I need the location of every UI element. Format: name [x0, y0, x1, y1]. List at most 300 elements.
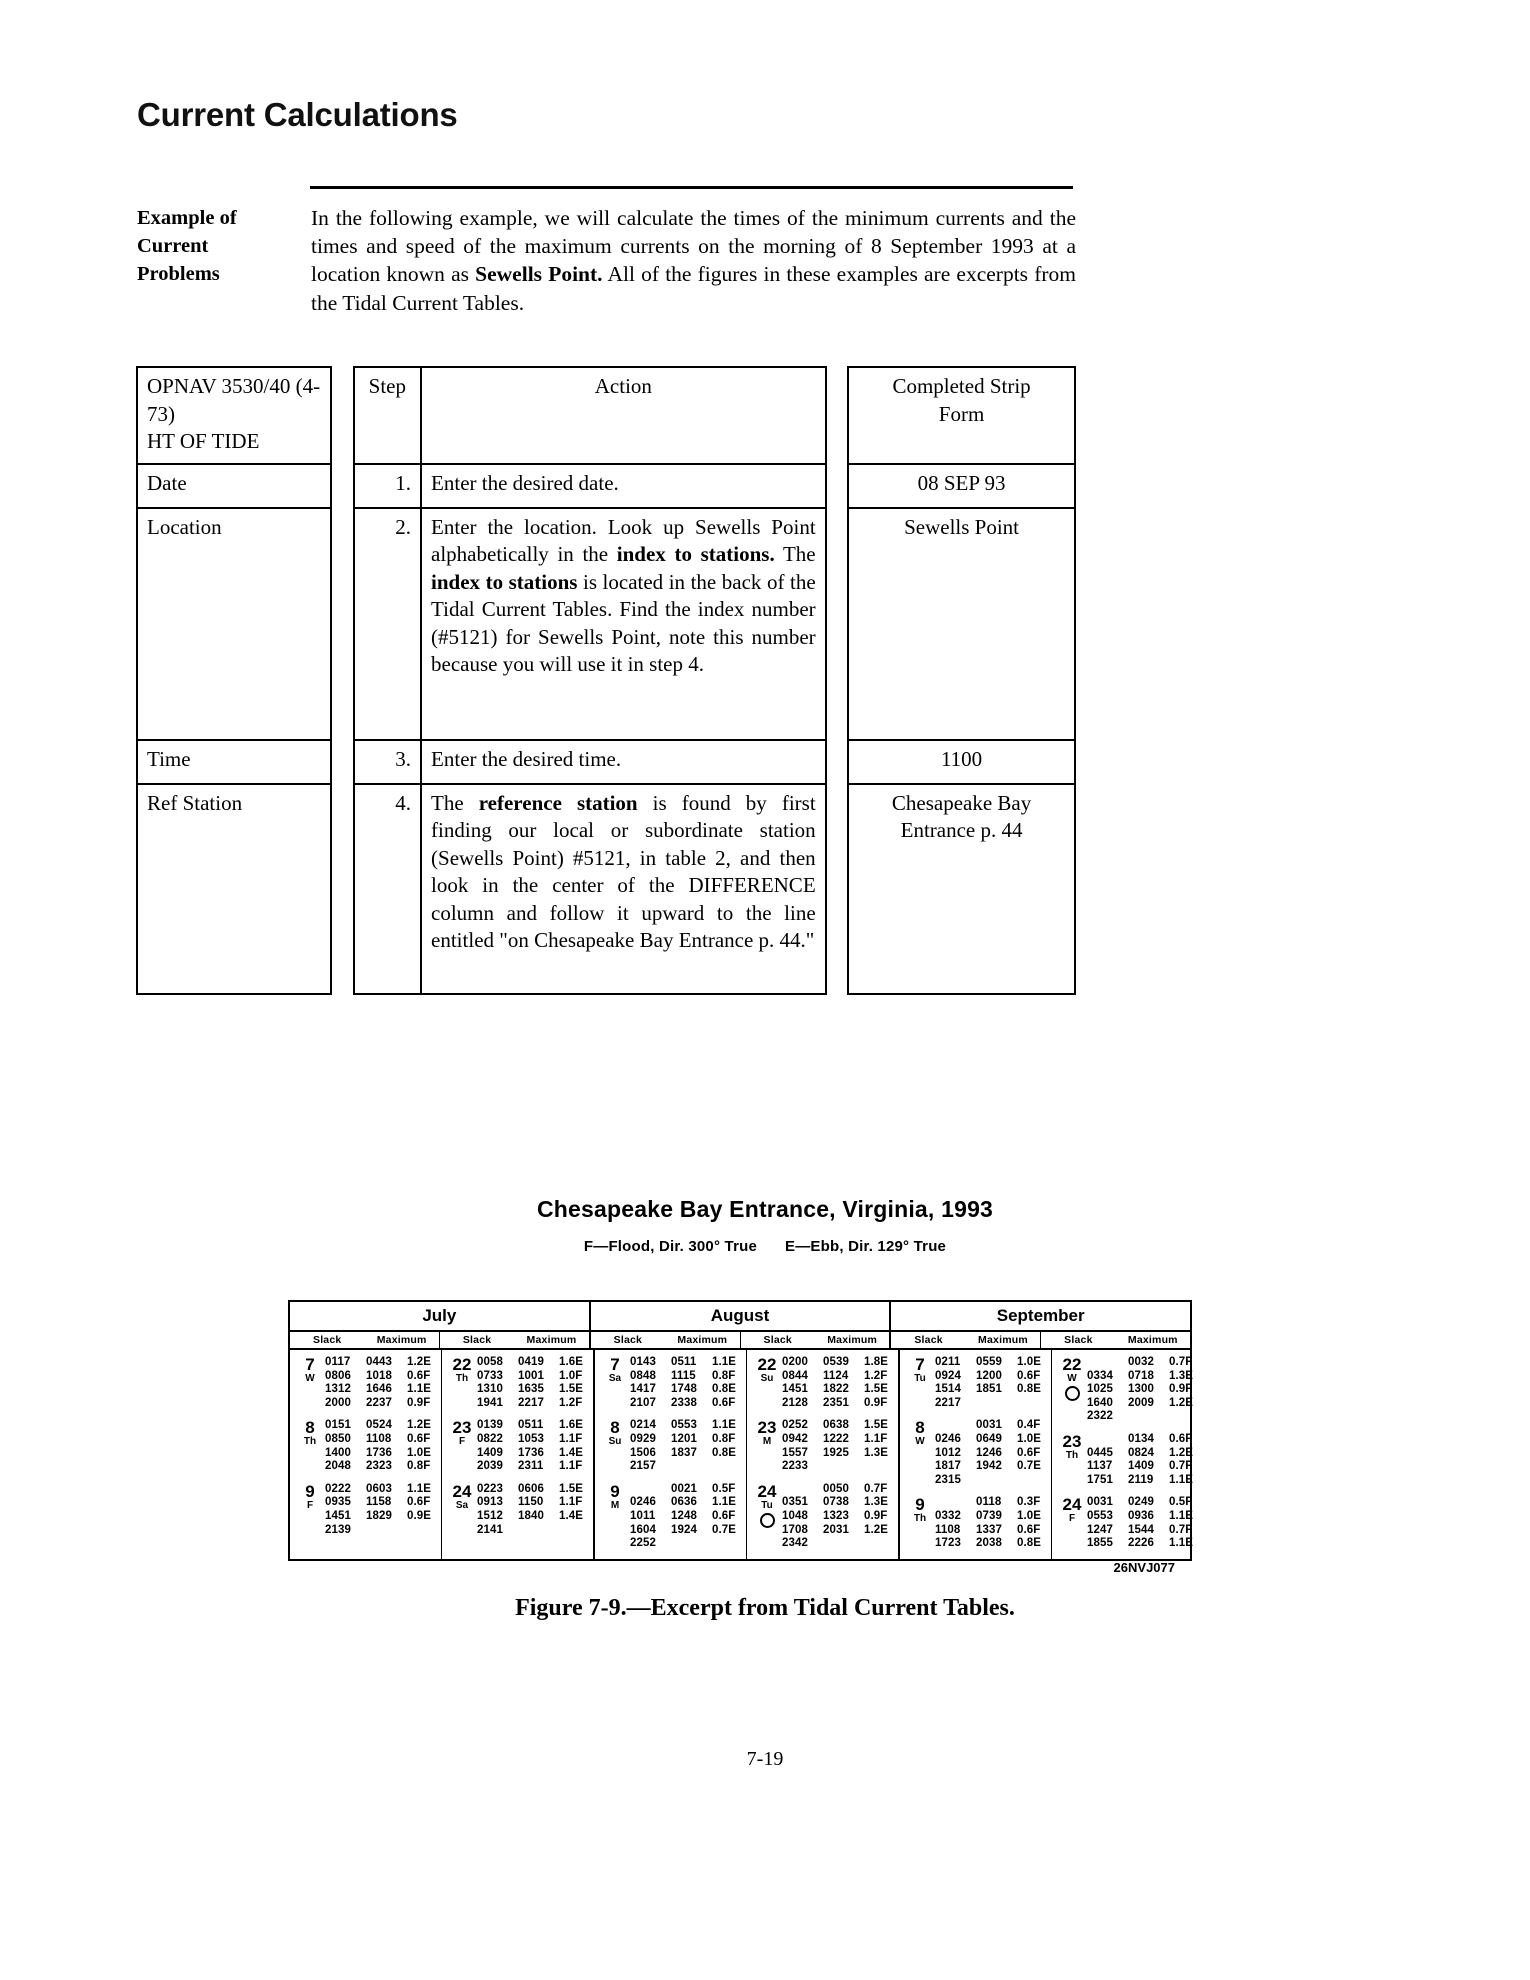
- day-entry: [595, 1356, 746, 1410]
- maximum-time: 0718: [1128, 1369, 1154, 1382]
- slack-time: 0848: [630, 1369, 656, 1382]
- slack-time: 2233: [782, 1460, 808, 1473]
- tide-row: [477, 1496, 593, 1510]
- maximum-speed: 1.3E: [864, 1446, 889, 1459]
- month-header-september: September: [996, 1306, 1085, 1325]
- day-entry: [1052, 1356, 1203, 1424]
- half-month-column: [900, 1350, 1052, 1559]
- column-header-maximum: Maximum: [376, 1334, 427, 1346]
- maximum-time: 0524: [366, 1419, 392, 1432]
- slack-time: 1451: [782, 1383, 808, 1396]
- maximum-speed: 1.6E: [559, 1419, 584, 1432]
- completed-value-time: 1100: [848, 740, 1075, 784]
- maximum-time: 1246: [976, 1446, 1002, 1459]
- tide-row: [477, 1447, 593, 1461]
- maximum-speed: 1.5E: [864, 1383, 889, 1396]
- maximum-time: 1851: [976, 1383, 1002, 1396]
- maximum-time: 0636: [671, 1496, 697, 1509]
- maximum-speed: 1.1E: [407, 1383, 432, 1396]
- half-month-column: [290, 1350, 442, 1559]
- slack-time: 0929: [630, 1432, 656, 1445]
- maximum-speed: 0.7F: [1169, 1356, 1193, 1368]
- maximum-speed: 1.1E: [1169, 1473, 1194, 1486]
- maximum-time: 0050: [823, 1482, 849, 1495]
- tide-row: [935, 1383, 1051, 1397]
- slack-time: 1409: [477, 1446, 503, 1459]
- completed-header-line-1: Completed Strip: [892, 374, 1031, 398]
- day-entry: [290, 1356, 441, 1410]
- tide-row: [630, 1524, 746, 1538]
- maximum-time: 1544: [1128, 1523, 1154, 1536]
- table-row: [137, 464, 1075, 508]
- tide-row: [782, 1433, 898, 1447]
- maximum-time: 0118: [976, 1496, 1002, 1509]
- slack-time: 0246: [630, 1496, 656, 1509]
- day-label: [905, 1356, 935, 1384]
- column-header-slack: Slack: [312, 1334, 342, 1346]
- maximum-speed: 0.8E: [712, 1383, 737, 1396]
- maximum-time: 2237: [366, 1396, 392, 1409]
- day-weekday: F: [306, 1499, 314, 1511]
- month-data-september: [900, 1350, 1203, 1559]
- tide-row: [630, 1419, 746, 1433]
- maximum-time: 2031: [823, 1523, 849, 1536]
- day-weekday: Th: [303, 1436, 317, 1448]
- maximum-speed: 1.1E: [407, 1482, 432, 1495]
- maximum-time: [366, 1524, 407, 1538]
- slack-time: 0151: [325, 1419, 351, 1432]
- day-weekday: W: [1067, 1372, 1077, 1384]
- slack-time: 0143: [630, 1356, 656, 1368]
- subheader-half: [891, 1332, 1041, 1348]
- header-action: Action: [421, 367, 826, 464]
- day-rows: [782, 1356, 898, 1410]
- slack-time: 1025: [1087, 1383, 1113, 1396]
- maximum-speed: 0.7E: [1017, 1460, 1042, 1473]
- maximum-speed: 0.5F: [712, 1482, 736, 1495]
- slack-time: 2157: [630, 1460, 656, 1473]
- day-entry: [442, 1356, 593, 1410]
- tide-row: [630, 1510, 746, 1524]
- step-number-2: 2.: [354, 508, 421, 740]
- tide-row: [630, 1397, 746, 1411]
- day-rows: [477, 1419, 593, 1473]
- day-label: [752, 1483, 782, 1528]
- day-weekday: W: [305, 1372, 315, 1384]
- day-number: 24: [1062, 1495, 1082, 1515]
- slack-time: 1451: [325, 1509, 351, 1522]
- maximum-time: [823, 1460, 864, 1474]
- day-weekday: Tu: [914, 1372, 926, 1384]
- tide-row: [1087, 1356, 1203, 1370]
- month-header-row: [290, 1302, 1190, 1332]
- slack-time: 0445: [1087, 1446, 1113, 1459]
- maximum-time: 0739: [976, 1509, 1002, 1522]
- maximum-speed: [407, 1524, 441, 1538]
- maximum-time: 1108: [366, 1432, 392, 1445]
- spacer-cell: [826, 508, 848, 740]
- half-month-column: [747, 1350, 898, 1559]
- maximum-time: 1018: [366, 1369, 392, 1382]
- half-month-column: [595, 1350, 747, 1559]
- subheader-half: [290, 1332, 440, 1348]
- maximum-time: 2119: [1128, 1473, 1154, 1486]
- slack-time: 1417: [630, 1383, 656, 1396]
- slack-time: 0822: [477, 1432, 503, 1445]
- day-weekday: M: [610, 1499, 620, 1511]
- form-id-line-2: HT OF TIDE: [147, 429, 260, 453]
- day-number: 9: [305, 1481, 315, 1501]
- slack-time: 0334: [1087, 1369, 1113, 1382]
- day-entry: [900, 1419, 1051, 1487]
- slack-time: [935, 1496, 976, 1510]
- slack-time: 1817: [935, 1460, 961, 1473]
- maximum-speed: 1.3E: [864, 1496, 889, 1509]
- maximum-speed: [1169, 1410, 1203, 1424]
- day-weekday: Th: [455, 1372, 469, 1384]
- day-entry: [290, 1483, 441, 1537]
- tide-row: [477, 1419, 593, 1433]
- maximum-time: 1248: [671, 1509, 697, 1522]
- slack-time: 0222: [325, 1482, 351, 1495]
- tide-row: [477, 1483, 593, 1497]
- maximum-time: 1924: [671, 1523, 697, 1536]
- tide-row: [935, 1474, 1051, 1488]
- tide-row: [1087, 1460, 1203, 1474]
- maximum-speed: 0.6F: [1017, 1446, 1041, 1459]
- completed-header-line-2: Form: [938, 401, 985, 426]
- day-number: 22: [452, 1355, 472, 1374]
- tide-row: [630, 1483, 746, 1497]
- tide-row: [935, 1356, 1051, 1370]
- intro-label-line-2: Current: [137, 235, 209, 257]
- form-label-ref-station: Ref Station: [137, 784, 331, 994]
- slack-time: 1514: [935, 1383, 961, 1396]
- day-weekday: M: [762, 1436, 772, 1448]
- maximum-speed: 0.8F: [712, 1369, 736, 1382]
- tide-row: [477, 1356, 593, 1370]
- ref-station-line-1: Chesapeake Bay: [891, 790, 1032, 815]
- maximum-speed: 0.7F: [864, 1482, 888, 1495]
- maximum-speed: 1.2E: [1169, 1446, 1194, 1459]
- maximum-time: 0511: [671, 1356, 697, 1368]
- maximum-speed: 0.7F: [1169, 1523, 1193, 1536]
- tide-row: [782, 1419, 898, 1433]
- maximum-speed: 1.0E: [1017, 1432, 1042, 1445]
- maximum-speed: 1.1F: [864, 1432, 888, 1445]
- tide-row: [477, 1433, 593, 1447]
- tide-row: [782, 1397, 898, 1411]
- slack-time: 2322: [1087, 1410, 1113, 1423]
- slack-time: 1312: [325, 1383, 351, 1396]
- tide-row: [630, 1383, 746, 1397]
- spacer-cell: [331, 784, 353, 994]
- day-weekday: Su: [760, 1372, 774, 1384]
- maximum-speed: 0.6F: [1017, 1369, 1041, 1382]
- slack-time: 0935: [325, 1496, 351, 1509]
- slack-time: 0806: [325, 1369, 351, 1382]
- slack-time: [630, 1483, 671, 1497]
- day-number: 9: [915, 1495, 925, 1515]
- slack-time: 0924: [935, 1369, 961, 1382]
- tide-row: [477, 1460, 593, 1474]
- subheader-half: [1041, 1332, 1190, 1348]
- maximum-time: 1635: [518, 1383, 544, 1396]
- maximum-speed: 1.0F: [559, 1369, 583, 1382]
- slack-time: 1012: [935, 1446, 961, 1459]
- maximum-speed: 0.6F: [1169, 1432, 1193, 1445]
- figure-title: Chesapeake Bay Entrance, Virginia, 1993: [536, 1196, 994, 1222]
- day-rows: [935, 1419, 1051, 1487]
- column-header-slack: Slack: [1064, 1334, 1093, 1346]
- table-row: [137, 740, 1075, 784]
- tide-row: [1087, 1383, 1203, 1397]
- slack-time: [935, 1419, 976, 1433]
- day-entry: [595, 1483, 746, 1551]
- maximum-speed: 1.3E: [1169, 1369, 1194, 1382]
- tide-row: [935, 1433, 1051, 1447]
- tide-row: [325, 1496, 441, 1510]
- day-rows: [935, 1496, 1051, 1550]
- day-label: [447, 1419, 477, 1447]
- tide-row: [325, 1370, 441, 1384]
- maximum-speed: [1017, 1474, 1051, 1488]
- slack-time: 1011: [630, 1509, 656, 1522]
- step-number-3: 3.: [354, 740, 421, 784]
- tidal-current-table: [288, 1300, 1192, 1561]
- slack-time: 0117: [325, 1356, 351, 1368]
- slack-time: 2048: [325, 1460, 351, 1473]
- tide-row: [1087, 1496, 1203, 1510]
- slack-time: 0850: [325, 1432, 351, 1445]
- slack-time: [1087, 1433, 1128, 1447]
- maximum-speed: 1.1E: [1169, 1509, 1194, 1522]
- tide-row: [630, 1433, 746, 1447]
- day-number: 24: [452, 1481, 472, 1501]
- tide-row: [325, 1460, 441, 1474]
- action-span: The: [431, 790, 479, 815]
- maximum-speed: 1.2E: [864, 1523, 889, 1536]
- tide-row: [1087, 1370, 1203, 1384]
- day-entry: [442, 1483, 593, 1537]
- day-rows: [630, 1356, 746, 1410]
- tide-row: [325, 1433, 441, 1447]
- day-entry: [900, 1356, 1051, 1410]
- maximum-speed: 1.0E: [407, 1446, 432, 1459]
- maximum-time: 1124: [823, 1369, 849, 1382]
- table-row: [137, 508, 1075, 740]
- tide-row: [782, 1447, 898, 1461]
- maximum-speed: 1.5E: [559, 1482, 584, 1495]
- spacer-cell: [826, 784, 848, 994]
- slack-time: 0031: [1087, 1496, 1113, 1509]
- page-title: Current Calculations: [137, 96, 458, 133]
- slack-time: 2252: [630, 1537, 656, 1550]
- day-entry: [747, 1483, 898, 1551]
- tide-row: [325, 1447, 441, 1461]
- maximum-speed: 1.1F: [559, 1432, 583, 1445]
- day-rows: [782, 1419, 898, 1473]
- slack-time: 0058: [477, 1356, 503, 1368]
- slack-time: 1751: [1087, 1473, 1113, 1486]
- maximum-speed: 1.0E: [1017, 1509, 1042, 1522]
- slack-time: 2315: [935, 1473, 961, 1486]
- maximum-speed: [864, 1460, 898, 1474]
- maximum-speed: [712, 1460, 746, 1474]
- completed-value-ref-station: [848, 784, 1075, 994]
- header-step: Step: [354, 367, 421, 464]
- slack-time: 1506: [630, 1446, 656, 1459]
- slack-time: 0252: [782, 1419, 808, 1432]
- day-rows: [1087, 1356, 1203, 1424]
- maximum-time: 0134: [1128, 1432, 1154, 1445]
- slack-time: 1108: [935, 1523, 961, 1536]
- day-label: [905, 1496, 935, 1524]
- slack-time: 0200: [782, 1356, 808, 1368]
- maximum-time: 1053: [518, 1432, 544, 1445]
- ref-station-line-2: Entrance p. 44: [900, 818, 1023, 842]
- month-header-july: July: [290, 1302, 591, 1330]
- maximum-time: 1822: [823, 1383, 849, 1396]
- completed-value-location: Sewells Point: [848, 508, 1075, 740]
- new-moon-icon: [1065, 1386, 1080, 1401]
- column-header-slack: Slack: [613, 1334, 643, 1346]
- intro-bold-term: Sewells Point.: [475, 262, 603, 287]
- action-span: The: [774, 542, 816, 566]
- tide-row: [477, 1524, 593, 1538]
- maximum-time: 2323: [366, 1460, 392, 1473]
- subheader-month: [891, 1332, 1190, 1348]
- spacer-cell-2: [826, 367, 848, 464]
- form-label-date: Date: [137, 464, 331, 508]
- tide-row: [630, 1537, 746, 1551]
- maximum-time: 0021: [671, 1482, 697, 1495]
- action-span: is located in the back of the Tidal Current Tables. Find the index number (#5121) for Sewells Point, note this number because you will use it in step 4.: [431, 569, 816, 676]
- month-data-july: [290, 1350, 595, 1559]
- tide-row: [935, 1510, 1051, 1524]
- maximum-speed: 0.8F: [407, 1460, 431, 1473]
- tide-row: [325, 1397, 441, 1411]
- tide-row: [1087, 1410, 1203, 1424]
- header-form-cell: [137, 367, 331, 464]
- day-weekday: Th: [1065, 1449, 1079, 1461]
- maximum-time: [1128, 1410, 1169, 1424]
- day-number: 23: [452, 1418, 472, 1438]
- maximum-speed: 1.4E: [559, 1446, 584, 1459]
- slack-time: 1137: [1087, 1460, 1113, 1473]
- maximum-speed: [1017, 1397, 1051, 1411]
- subheader-month: [290, 1332, 591, 1348]
- day-label: [600, 1483, 630, 1511]
- half-month-column: [442, 1350, 593, 1559]
- slack-time: [782, 1483, 823, 1497]
- flood-legend: F—Flood, Dir. 300° True: [583, 1238, 758, 1255]
- maximum-speed: 1.2F: [864, 1369, 888, 1382]
- day-number: 24: [757, 1481, 777, 1501]
- maximum-time: 0443: [366, 1356, 392, 1368]
- half-month-column: [1052, 1350, 1203, 1559]
- column-header-slack: Slack: [763, 1334, 792, 1346]
- day-rows: [325, 1483, 441, 1537]
- maximum-speed: 0.8F: [712, 1432, 736, 1445]
- tide-row: [630, 1496, 746, 1510]
- maximum-speed: 1.1E: [712, 1356, 737, 1368]
- maximum-speed: 1.1E: [712, 1496, 737, 1509]
- maximum-speed: 1.4E: [559, 1509, 584, 1522]
- month-header-august: August: [591, 1302, 892, 1330]
- action-span: Enter the desired time.: [431, 746, 622, 771]
- column-header-maximum: Maximum: [677, 1334, 728, 1346]
- intro-paragraph: [311, 204, 1076, 317]
- maximum-time: 1323: [823, 1509, 849, 1522]
- tide-row: [935, 1447, 1051, 1461]
- maximum-time: 2338: [671, 1396, 697, 1409]
- slack-time: 0332: [935, 1509, 961, 1522]
- slack-time: 1604: [630, 1523, 656, 1536]
- maximum-time: 1942: [976, 1460, 1002, 1473]
- ebb-legend: E—Ebb, Dir. 129° True: [785, 1238, 947, 1255]
- action-bold-index-to-stations: index to stations.: [616, 542, 775, 566]
- tide-row: [935, 1460, 1051, 1474]
- maximum-time: 1840: [518, 1509, 544, 1522]
- tide-row: [477, 1383, 593, 1397]
- spacer-cell: [826, 464, 848, 508]
- slack-time: 1247: [1087, 1523, 1113, 1536]
- maximum-time: 0606: [518, 1482, 544, 1495]
- day-label: [752, 1419, 782, 1447]
- maximum-time: [518, 1524, 559, 1538]
- maximum-time: 1337: [976, 1523, 1002, 1536]
- slack-time: 0913: [477, 1496, 503, 1509]
- maximum-speed: 1.2E: [407, 1356, 432, 1368]
- maximum-time: 1200: [976, 1369, 1002, 1382]
- day-weekday: Tu: [761, 1499, 773, 1511]
- day-number: 9: [610, 1481, 620, 1501]
- slack-time: 2141: [477, 1523, 503, 1536]
- day-weekday: Sa: [608, 1372, 622, 1384]
- tide-row: [1087, 1510, 1203, 1524]
- maximum-speed: 1.5E: [559, 1383, 584, 1396]
- maximum-speed: 1.1E: [1169, 1537, 1194, 1550]
- spacer-cell: [331, 508, 353, 740]
- column-header-slack: Slack: [914, 1334, 943, 1346]
- action-text-4: [421, 784, 826, 994]
- day-number: 22: [757, 1355, 777, 1374]
- maximum-time: [976, 1397, 1017, 1411]
- day-label: [905, 1419, 935, 1447]
- day-weekday: Su: [608, 1436, 622, 1448]
- slack-time: 0214: [630, 1419, 656, 1432]
- subheader-row: [290, 1332, 1190, 1350]
- tide-row: [782, 1524, 898, 1538]
- day-rows: [782, 1483, 898, 1551]
- day-weekday: Sa: [455, 1499, 469, 1511]
- tide-row: [325, 1510, 441, 1524]
- maximum-speed: 0.6F: [407, 1432, 431, 1445]
- maximum-time: 1201: [671, 1432, 697, 1445]
- maximum-speed: 1.1F: [559, 1496, 583, 1509]
- maximum-time: 0824: [1128, 1446, 1154, 1459]
- day-label: [1057, 1496, 1087, 1524]
- maximum-time: 0032: [1128, 1356, 1154, 1368]
- tide-row: [935, 1524, 1051, 1538]
- day-entry: [747, 1419, 898, 1473]
- slack-time: 0733: [477, 1369, 503, 1382]
- day-rows: [325, 1356, 441, 1410]
- maximum-speed: 0.7F: [1169, 1460, 1193, 1473]
- tide-row: [935, 1496, 1051, 1510]
- slack-time: 0942: [782, 1432, 808, 1445]
